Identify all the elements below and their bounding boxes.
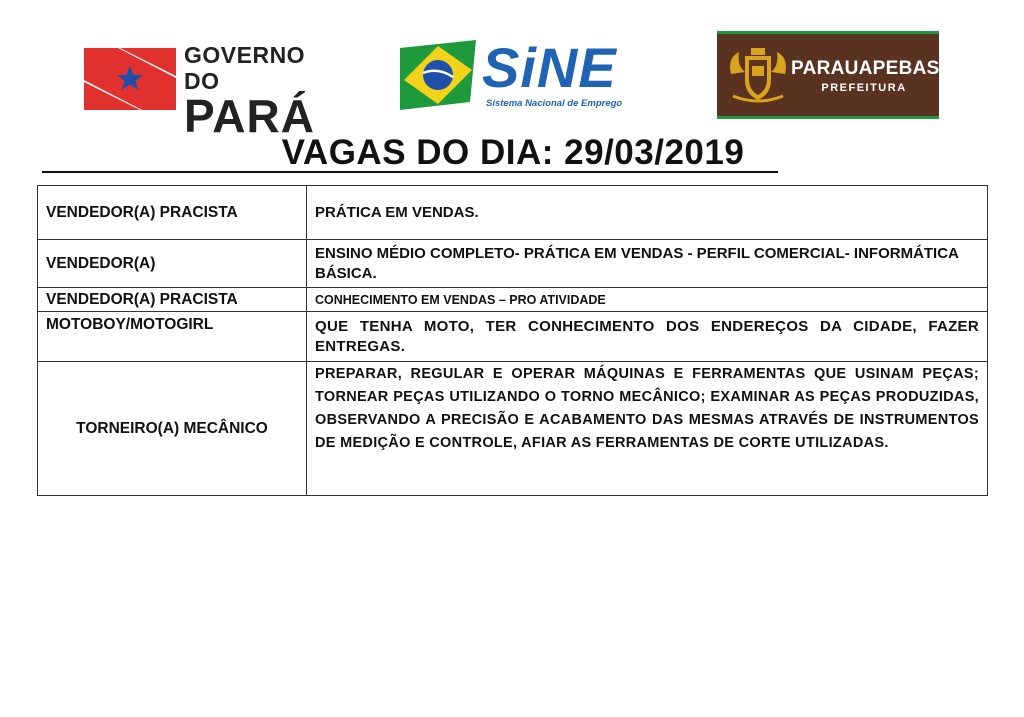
sine-subtitle: Sistema Nacional de Emprego <box>486 98 623 109</box>
job-role: TORNEIRO(A) MECÂNICO <box>38 362 307 496</box>
municipal-crest-icon <box>725 44 791 106</box>
job-role: VENDEDOR(A) PRACISTA <box>38 186 307 240</box>
governo-do-para-logo <box>84 42 334 142</box>
table-row <box>38 362 988 496</box>
brazil-flag-icon <box>400 40 476 110</box>
jobs-table <box>37 185 988 496</box>
job-requirements: QUE TENHA MOTO, TER CONHECIMENTO DOS ENDEREÇOS DA CIDADE, FAZER ENTREGAS. <box>307 312 988 362</box>
job-role: VENDEDOR(A) <box>38 240 307 288</box>
job-requirements: CONHECIMENTO EM VENDAS – PRO ATIVIDADE <box>307 288 988 312</box>
job-role: MOTOBOY/MOTOGIRL <box>38 312 307 362</box>
sine-wordmark: SiNE <box>482 36 617 99</box>
job-requirements: PREPARAR, REGULAR E OPERAR MÁQUINAS E FERRAMENTAS QUE USINAM PEÇAS; TORNEAR PEÇAS UTILIZANDO O TORNO MECÂNICO; EXAMINAR AS PEÇAS PRODUZIDAS, OBSERVANDO A PRECISÃO E ACABAMENTO DAS MESMAS ATRAVÉS DE INSTRUMENTOS DE MEDIÇÃO E CONTROLE, AFIAR AS FERRAMENTAS DE CORTE UTILIZADAS. <box>307 362 988 496</box>
title-underline <box>42 171 778 173</box>
job-role: VENDEDOR(A) PRACISTA <box>38 288 307 312</box>
logo-header <box>82 34 940 142</box>
governo-line1: GOVERNO DO <box>184 42 306 94</box>
job-requirements: ENSINO MÉDIO COMPLETO- PRÁTICA EM VENDAS - PERFIL COMERCIAL- INFORMÁTICA BÁSICA. <box>307 240 988 288</box>
table-row <box>38 312 988 362</box>
prefeitura-white-stripe <box>717 119 939 122</box>
table-row <box>38 240 988 288</box>
prefeitura-name: PARAUAPEBAS <box>791 58 940 79</box>
para-flag-icon <box>84 48 176 110</box>
prefeitura-top-stripe <box>717 31 939 34</box>
page-title: VAGAS DO DIA: 29/03/2019 <box>281 133 745 172</box>
sine-logo <box>400 38 630 116</box>
table-row <box>38 288 988 312</box>
table-row <box>38 186 988 240</box>
prefeitura-logo <box>717 34 939 116</box>
governo-line2: PARÁ <box>184 90 315 142</box>
job-requirements: PRÁTICA EM VENDAS. <box>307 186 988 240</box>
prefeitura-subtitle: PREFEITURA <box>821 82 907 94</box>
governo-text <box>184 42 334 142</box>
